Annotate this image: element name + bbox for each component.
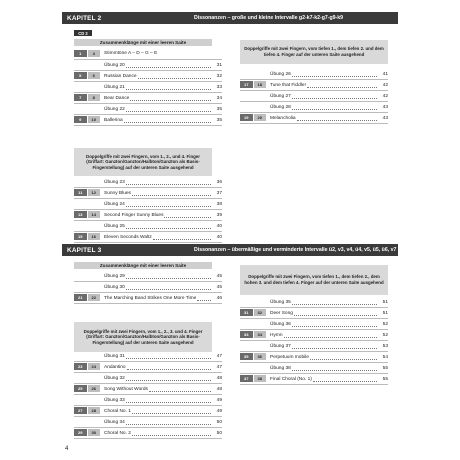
ch3-left-section2-head: Doppelgriffe mit zwei Fingern, vom 1., 2., 3. und 4. Finger (Griffart: Ganzton/Ganzton/Halbton/Ganzton als Basis-Fingerstellung) auf der unteren Saite ausgehend — [74, 322, 212, 352]
track-numbers — [74, 352, 100, 359]
track-number-start: 9 — [74, 116, 87, 123]
track-numbers — [240, 353, 266, 360]
toc-entry-title: Übung 36 — [270, 321, 291, 327]
toc-row — [74, 114, 222, 125]
toc-entry-title: Tune that Fiddle! — [270, 82, 306, 88]
track-numbers — [74, 211, 100, 218]
dot-leader — [313, 376, 377, 382]
track-number-start: 13 — [74, 211, 87, 218]
toc-entry-page: 38 — [216, 201, 222, 207]
toc-entry-title: Sunny Blues — [104, 190, 131, 196]
track-numbers — [74, 283, 100, 290]
track-numbers — [240, 331, 266, 338]
dot-leader — [164, 212, 211, 218]
dot-leader — [294, 310, 377, 316]
dot-leader — [126, 375, 211, 381]
toc-row — [74, 350, 222, 361]
toc-row — [74, 405, 222, 416]
toc-entry-title: Second Finger Sunny Blues — [104, 212, 164, 218]
toc-row — [240, 90, 388, 101]
dot-leader — [130, 95, 211, 101]
toc-row — [240, 351, 388, 362]
toc-row — [240, 79, 388, 90]
track-number-start: 11 — [74, 189, 87, 196]
track-numbers — [74, 222, 100, 229]
track-number-start: 33 — [240, 331, 253, 338]
track-numbers — [74, 418, 100, 425]
cd-badge: CD 2 — [74, 30, 92, 36]
toc-entry-page: 49 — [216, 408, 222, 414]
track-number-end: 4 — [88, 50, 101, 57]
track-number-start: 15 — [74, 233, 87, 240]
dot-leader — [292, 71, 377, 77]
toc-entry-page: 42 — [382, 93, 388, 99]
toc-entry-page: 55 — [382, 365, 388, 371]
track-number-start: 35 — [240, 353, 253, 360]
toc-row — [74, 48, 222, 59]
toc-row — [240, 307, 388, 318]
row-divider — [74, 242, 222, 243]
toc-row — [74, 70, 222, 81]
track-number-start: 29 — [74, 429, 87, 436]
track-number-end: 10 — [88, 116, 101, 123]
toc-row — [240, 68, 388, 79]
toc-row — [74, 231, 222, 242]
ch2-left-section2-head: Doppelgriffe mit zwei Fingern, vom 1., 2., und 4. Finger (Griffart: Ganzton/Ganzton/Halbton/Ganzton als Basis-Fingerstellung) auf der unteren Saite ausgehend — [74, 148, 212, 176]
track-numbers — [240, 320, 266, 327]
toc-entry-page: 36 — [216, 179, 222, 185]
toc-entry-page: 37 — [216, 190, 222, 196]
toc-entry-page: 31 — [216, 62, 222, 68]
toc-entry-page: 49 — [216, 397, 222, 403]
toc-entry-title: Ballerina — [104, 117, 123, 123]
track-number-start: 37 — [240, 375, 253, 382]
toc-row — [240, 318, 388, 329]
track-number-start: 21 — [74, 294, 87, 301]
dot-leader — [292, 104, 377, 110]
ch3-left-section1-head: Zusammenklänge mit einer leeren Saite — [74, 262, 212, 269]
toc-entry-title: Übung 33 — [104, 397, 125, 403]
track-number-start: 1 — [74, 50, 87, 57]
toc-row — [74, 92, 222, 103]
row-divider — [240, 384, 388, 385]
track-numbers — [74, 407, 100, 414]
toc-entry-title: Übung 26 — [270, 71, 291, 77]
toc-row — [74, 372, 222, 383]
toc-entry-title: Bear Dance — [104, 95, 130, 101]
toc-row — [74, 59, 222, 70]
toc-entry-title: Hymn — [270, 332, 283, 338]
track-numbers — [240, 364, 266, 371]
toc-entry-title: Eleven Seconds Waltz — [104, 234, 152, 240]
track-number-end: 34 — [254, 331, 267, 338]
track-numbers — [240, 92, 266, 99]
dot-leader — [126, 284, 211, 290]
dot-leader — [127, 364, 211, 370]
toc-row — [74, 281, 222, 292]
dot-leader — [126, 201, 211, 207]
track-numbers — [74, 189, 100, 196]
track-number-start: 17 — [240, 81, 253, 88]
track-numbers — [74, 61, 100, 68]
track-numbers — [74, 385, 100, 392]
toc-row — [74, 187, 222, 198]
dot-leader — [197, 295, 211, 301]
row-divider — [74, 438, 222, 439]
toc-row — [240, 362, 388, 373]
dot-leader — [153, 234, 211, 240]
dot-leader — [126, 273, 211, 279]
track-number-end: 14 — [88, 211, 101, 218]
track-numbers — [74, 105, 100, 112]
chapter2-bar — [62, 12, 398, 24]
toc-entry-title: Übung 20 — [104, 62, 125, 68]
toc-entry-title: Übung 22 — [104, 106, 125, 112]
track-number-end: 8 — [88, 94, 101, 101]
track-number-end: 22 — [88, 294, 101, 301]
toc-entry-page: 42 — [382, 82, 388, 88]
toc-entry-page: 35 — [216, 106, 222, 112]
toc-entry-page: 53 — [382, 343, 388, 349]
chapter2-title: Dissonanzen – große und kleine Intervalle g2-k7-k2-g7-g9-k9 — [194, 15, 344, 21]
toc-entry-title: Übung 30 — [104, 284, 125, 290]
toc-row — [74, 427, 222, 438]
track-numbers — [74, 50, 100, 57]
track-numbers — [74, 200, 100, 207]
toc-entry-page: 46 — [216, 295, 222, 301]
track-number-end: 28 — [88, 407, 101, 414]
toc-row — [74, 270, 222, 281]
row-divider — [74, 303, 222, 304]
track-numbers — [74, 116, 100, 123]
track-numbers — [74, 94, 100, 101]
toc-entry-page: 52 — [382, 332, 388, 338]
toc-entry-title: Übung 23 — [104, 179, 125, 185]
toc-entry-page: 51 — [382, 310, 388, 316]
toc-entry-page: 47 — [216, 353, 222, 359]
toc-entry-page: 45 — [216, 273, 222, 279]
toc-row — [240, 373, 388, 384]
dot-leader — [292, 343, 377, 349]
track-numbers — [74, 429, 100, 436]
toc-entry-page: 43 — [382, 104, 388, 110]
dot-leader — [132, 408, 211, 414]
toc-entry-page: 50 — [216, 419, 222, 425]
toc-entry-title: Russian Dance — [104, 73, 137, 79]
dot-leader — [149, 386, 211, 392]
toc-entry-title: Stimmtöne A – D – G – E — [104, 51, 158, 56]
toc-entry-title: Übung 29 — [104, 273, 125, 279]
dot-leader — [126, 353, 211, 359]
toc-entry-page: 54 — [382, 354, 388, 360]
track-numbers — [74, 72, 100, 79]
toc-entry-page: 45 — [216, 284, 222, 290]
dot-leader — [292, 299, 377, 305]
track-numbers — [74, 363, 100, 370]
dot-leader — [126, 62, 211, 68]
track-numbers — [240, 342, 266, 349]
track-numbers — [240, 103, 266, 110]
toc-entry-title: Übung 34 — [104, 419, 125, 425]
track-number-end: 6 — [88, 72, 101, 79]
toc-entry-title: Übung 21 — [104, 84, 125, 90]
track-number-end: 20 — [254, 114, 267, 121]
toc-entry-title: Übung 27 — [270, 93, 291, 99]
track-number-start: 27 — [74, 407, 87, 414]
toc-entry-title: Übung 38 — [270, 365, 291, 371]
row-divider — [74, 125, 222, 126]
track-number-end: 26 — [88, 385, 101, 392]
track-number-end: 36 — [254, 353, 267, 360]
toc-entry-page: 33 — [216, 84, 222, 90]
toc-entry-page: 48 — [216, 386, 222, 392]
dot-leader — [126, 106, 211, 112]
dot-leader — [126, 419, 211, 425]
track-number-end: 24 — [88, 363, 101, 370]
toc-row — [74, 416, 222, 427]
track-number-start: 7 — [74, 94, 87, 101]
track-number-end: 38 — [254, 375, 267, 382]
chapter3-bar — [62, 244, 398, 256]
track-numbers — [240, 81, 266, 88]
toc-entry-title: Choral No. 2 — [104, 430, 131, 436]
dot-leader — [307, 82, 377, 88]
track-numbers — [74, 272, 100, 279]
toc-row — [74, 394, 222, 405]
toc-entry-title: Übung 28 — [270, 104, 291, 110]
track-number-start: 5 — [74, 72, 87, 79]
toc-entry-page: 41 — [382, 71, 388, 77]
toc-entry-page: 47 — [216, 364, 222, 370]
track-numbers — [74, 294, 100, 301]
toc-row — [240, 112, 388, 123]
track-numbers — [74, 83, 100, 90]
toc-entry-title: Andantino — [104, 364, 126, 370]
track-number-end: 18 — [254, 81, 267, 88]
track-numbers — [240, 70, 266, 77]
dot-leader — [126, 84, 211, 90]
toc-entry-title: Übung 24 — [104, 201, 125, 207]
chapter2-label: KAPITEL 2 — [67, 14, 102, 22]
toc-row — [74, 361, 222, 372]
toc-entry-page: 34 — [216, 95, 222, 101]
track-numbers — [74, 178, 100, 185]
toc-entry-page: 50 — [216, 430, 222, 436]
dot-leader — [292, 93, 377, 99]
dot-leader — [132, 430, 211, 436]
toc-entry-page: 32 — [216, 73, 222, 79]
track-numbers — [240, 114, 266, 121]
track-numbers — [74, 396, 100, 403]
page-number: 4 — [65, 446, 69, 452]
toc-row — [240, 101, 388, 112]
toc-row — [74, 220, 222, 231]
track-number-end: 16 — [88, 233, 101, 240]
toc-entry-page: 43 — [382, 115, 388, 121]
toc-entry-page: 40 — [216, 234, 222, 240]
ch3-right-head: Doppelgriffe mit zwei Fingern, vom tiefen 1., dem tiefen 2., dem hohen 3. und dem tiefen 4. Finger auf der unteren Saite ausgehend — [240, 265, 388, 295]
track-numbers — [240, 298, 266, 305]
toc-row — [240, 296, 388, 307]
track-numbers — [240, 375, 266, 382]
track-number-start: 23 — [74, 363, 87, 370]
track-number-end: 12 — [88, 189, 101, 196]
toc-row — [74, 383, 222, 394]
dot-leader — [124, 117, 211, 123]
dot-leader — [132, 190, 211, 196]
dot-leader — [284, 332, 377, 338]
track-number-start: 25 — [74, 385, 87, 392]
toc-entry-title: The Marching Band Strikes One More Time — [104, 295, 197, 301]
dot-leader — [310, 354, 377, 360]
chapter3-label: KAPITEL 3 — [67, 246, 102, 254]
toc-entry-page: 35 — [216, 117, 222, 123]
toc-entry-title: Melancholia — [270, 115, 296, 121]
toc-row — [74, 292, 222, 303]
toc-entry-title: Übung 37 — [270, 343, 291, 349]
toc-entry-page: 55 — [382, 376, 388, 382]
toc-entry-title: Final Choral (No. 1) — [270, 376, 312, 382]
toc-row — [74, 209, 222, 220]
track-numbers — [240, 309, 266, 316]
track-numbers — [74, 374, 100, 381]
track-number-start: 31 — [240, 309, 253, 316]
dot-leader — [292, 365, 377, 371]
track-number-start: 19 — [240, 114, 253, 121]
toc-entry-title: Perpetuum mobile — [270, 354, 309, 360]
toc-entry-title: Übung 25 — [104, 223, 125, 229]
dot-leader — [126, 223, 211, 229]
toc-row — [74, 103, 222, 114]
toc-entry-page: 40 — [216, 223, 222, 229]
toc-entry-title: Übung 35 — [270, 299, 291, 305]
dot-leader — [138, 73, 211, 79]
row-divider — [240, 123, 388, 124]
toc-entry-title: Deer Song — [270, 310, 293, 316]
dot-leader — [126, 397, 211, 403]
toc-row — [74, 198, 222, 209]
ch2-right-head: Doppelgriffe mit zwei Fingern, vom tiefen 1., dem tiefen 2. und dem tiefen 4. Finger auf der unteren Saite ausgehend — [240, 40, 388, 64]
toc-entry-page: 51 — [382, 299, 388, 305]
toc-entry-title: Übung 31 — [104, 353, 125, 359]
toc-row — [74, 81, 222, 92]
toc-row — [240, 340, 388, 351]
toc-entry-title: Übung 32 — [104, 375, 125, 381]
toc-entry-title: Song Without Words — [104, 386, 148, 392]
toc-page — [62, 8, 398, 454]
ch2-left-section1-head: Zusammenklänge mit einer leeren Saite — [74, 39, 212, 46]
toc-row — [240, 329, 388, 340]
chapter3-title: Dissonanzen – übermäßige und verminderte Intervalle ü2, v3, v4, ü4, v5, ü5, ü6, v7 — [194, 247, 397, 253]
track-number-end: 32 — [254, 309, 267, 316]
toc-row — [74, 176, 222, 187]
track-number-end: 30 — [88, 429, 101, 436]
toc-entry-page: 48 — [216, 375, 222, 381]
toc-entry-page: 52 — [382, 321, 388, 327]
toc-entry-title: Choral No. 1 — [104, 408, 131, 414]
toc-entry-page: 39 — [216, 212, 222, 218]
dot-leader — [292, 321, 377, 327]
track-numbers — [74, 233, 100, 240]
dot-leader — [126, 179, 211, 185]
dot-leader — [297, 115, 377, 121]
